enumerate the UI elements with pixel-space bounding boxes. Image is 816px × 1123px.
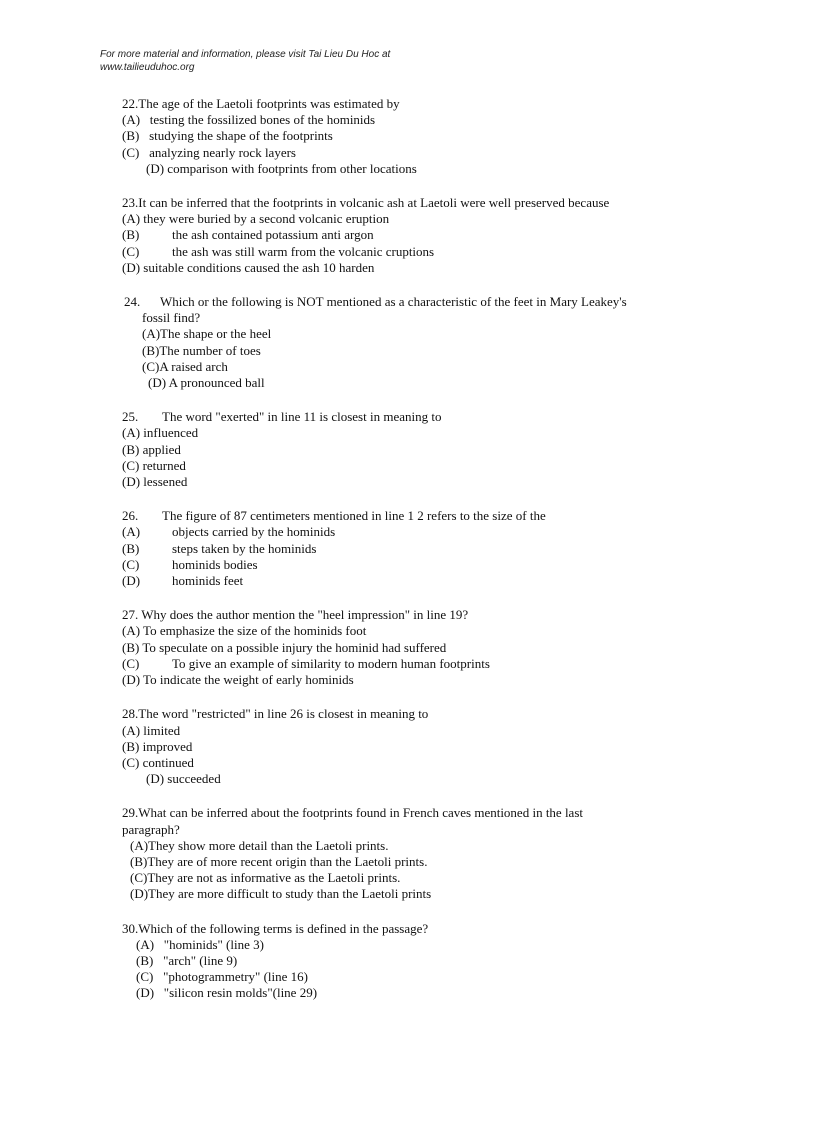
question-28	[122, 706, 722, 787]
option-d	[122, 573, 722, 589]
option-c: (C) returned	[122, 457, 186, 473]
question-stem: 27. Why does the author mention the "heel impression" in line 19?	[122, 607, 469, 623]
option-c	[122, 557, 722, 573]
option-label: (C)	[122, 556, 140, 572]
question-stem-line-1	[122, 294, 722, 310]
option-a: (A) limited	[122, 722, 181, 738]
option-c	[122, 656, 722, 672]
question-29	[122, 805, 722, 902]
option-d: (D) comparison with footprints from other locations	[146, 160, 417, 176]
option-a: (A)They show more detail than the Laetoli prints.	[130, 837, 389, 853]
question-stem	[122, 409, 722, 425]
option-a: (A) To emphasize the size of the hominids foot	[122, 623, 367, 639]
question-stem: 28.The word "restricted" in line 26 is closest in meaning to	[122, 706, 429, 722]
option-d: (D) To indicate the weight of early hominids	[122, 672, 354, 688]
question-30	[122, 921, 722, 1002]
option-b: (B) improved	[122, 738, 193, 754]
option-d: (D)They are more difficult to study than the Laetoli prints	[130, 886, 432, 902]
option-d: (D) suitable conditions caused the ash 10 harden	[122, 259, 375, 275]
question-number: 24.	[124, 294, 141, 310]
option-c: (C)A raised arch	[142, 358, 228, 374]
question-23	[122, 195, 722, 276]
question-list	[122, 96, 722, 1020]
question-stem: 30.Which of the following terms is defined in the passage?	[122, 920, 429, 936]
option-c: (C) analyzing nearly rock layers	[122, 144, 296, 160]
page-header	[100, 48, 390, 74]
question-26	[122, 508, 722, 589]
option-d: (D) "silicon resin molds"(line 29)	[136, 985, 318, 1001]
option-b: (B) To speculate on a possible injury the hominid had suffered	[122, 639, 447, 655]
option-a: (A)The shape or the heel	[142, 326, 272, 342]
option-a	[122, 524, 722, 540]
option-c: (C) continued	[122, 754, 194, 770]
question-25	[122, 409, 722, 490]
option-text: hominids bodies	[172, 556, 258, 572]
question-text: The figure of 87 centimeters mentioned in line 1 2 refers to the size of the	[162, 508, 546, 524]
option-text: To give an example of similarity to modern human footprints	[172, 655, 490, 671]
option-b: (B) "arch" (line 9)	[136, 952, 238, 968]
option-label: (C)	[122, 655, 140, 671]
question-stem	[122, 508, 722, 524]
option-c: (C) "photogrammetry" (line 16)	[136, 969, 308, 985]
option-a: (A) influenced	[122, 425, 199, 441]
option-text: hominids feet	[172, 573, 244, 589]
option-d: (D) succeeded	[146, 771, 221, 787]
question-text: Which or the following is NOT mentioned as a characteristic of the feet in Mary Leakey's	[160, 294, 627, 310]
option-label: (B)	[122, 540, 140, 556]
question-stem: 23.It can be inferred that the footprints in volcanic ash at Laetoli were well preserved because	[122, 195, 610, 211]
question-27	[122, 607, 722, 688]
question-number: 25.	[122, 409, 139, 425]
question-stem-line-2: paragraph?	[122, 821, 180, 837]
question-stem-line-1: 29.What can be inferred about the footprints found in French caves mentioned in the last	[122, 805, 583, 821]
option-d: (D) A pronounced ball	[148, 375, 265, 391]
option-c: (C)They are not as informative as the Laetoli prints.	[130, 870, 401, 886]
option-c	[122, 244, 722, 260]
option-b: (B) studying the shape of the footprints	[122, 128, 333, 144]
question-stem: 22.The age of the Laetoli footprints was estimated by	[122, 96, 400, 111]
option-label: (B)	[122, 227, 140, 243]
option-a: (A) "hominids" (line 3)	[136, 936, 264, 952]
option-label: (D)	[122, 573, 141, 589]
option-b	[122, 541, 722, 557]
option-label: (C)	[122, 243, 140, 259]
question-stem-line-2: fossil find?	[142, 310, 201, 326]
option-text: objects carried by the hominids	[172, 524, 336, 540]
question-text: The word "exerted" in line 11 is closest in meaning to	[162, 409, 442, 425]
header-line-1: For more material and information, please visit Tai Lieu Du Hoc at	[100, 49, 391, 60]
option-b: (B)The number of toes	[142, 342, 261, 358]
option-b: (B)They are of more recent origin than the Laetoli prints.	[130, 853, 428, 869]
option-a: (A) they were buried by a second volcanic eruption	[122, 211, 390, 227]
option-d: (D) lessened	[122, 474, 188, 490]
option-text: the ash was still warm from the volcanic cruptions	[172, 243, 435, 259]
option-text: steps taken by the hominids	[172, 540, 317, 556]
question-24	[122, 294, 722, 391]
option-text: the ash contained potassium anti argon	[172, 227, 374, 243]
option-a: (A) testing the fossilized bones of the hominids	[122, 112, 376, 128]
question-number: 26.	[122, 508, 139, 524]
option-b: (B) applied	[122, 441, 181, 457]
option-b	[122, 227, 722, 243]
option-label: (A)	[122, 524, 141, 540]
header-url[interactable]: www.tailieuduhoc.org	[100, 62, 195, 73]
question-22	[122, 96, 722, 177]
